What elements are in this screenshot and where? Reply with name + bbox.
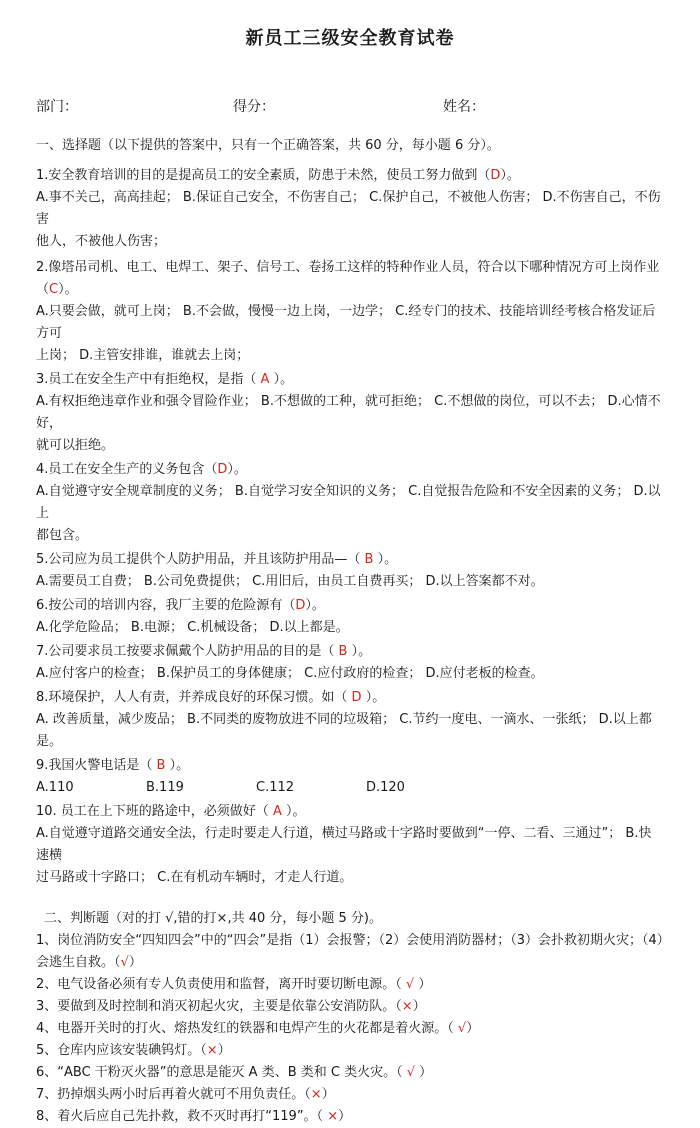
answer-mark: × bbox=[310, 1087, 322, 1102]
tf-item: 5、仓库内应该安装碘钨灯。（×） bbox=[36, 1043, 231, 1058]
question-7 bbox=[36, 641, 664, 685]
question-options: A.应付客户的检查； B.保护员工的身体健康； C.应付政府的检查； D.应付老板的检查。 bbox=[36, 666, 544, 681]
answer-mark: × bbox=[327, 1109, 339, 1124]
answer-mark: B bbox=[364, 552, 374, 567]
tf-item: 4、电器开关时的打火、熔热发红的铁器和电焊产生的火花都是着火源。（ √） bbox=[36, 1021, 480, 1036]
name-label: 姓名： bbox=[443, 99, 485, 115]
section-multiple-choice-heading: 一、选择题（以下提供的答案中，只有一个正确答案，共 60 分，每小题 6 分）。 bbox=[36, 138, 500, 153]
question-stem: 7.公司要求员工按要求佩戴个人防护用品的目的是（ B ）。 bbox=[36, 644, 372, 659]
question-1 bbox=[36, 165, 664, 253]
question-stem: 4.员工在安全生产的义务包含（D）。 bbox=[36, 462, 247, 477]
question-options: A.自觉遵守道路交通安全法，行走时要走人行道，横过马路或十字路时要做到“一停、二看、三通过”； B.快速横 bbox=[36, 826, 652, 863]
section-true-false-heading: 二、判断题（对的打 √,错的打×,共 40 分，每小题 5 分)。 bbox=[44, 911, 382, 926]
question-stem: 1.安全教育培训的目的是提高员工的安全素质，防患于未然，使员工努力做到（D）。 bbox=[36, 168, 520, 183]
answer-mark: √ bbox=[457, 1021, 467, 1036]
header-row bbox=[36, 96, 664, 116]
question-options: A.化学危险品； B.电源； C.机械设备； D.以上都是。 bbox=[36, 620, 349, 635]
question-options-cont: 都包含。 bbox=[36, 528, 89, 543]
answer-mark: D bbox=[295, 598, 306, 613]
tf-item: 8、着火后应自己先扑救，救不灭时再打“119”。（ ×） bbox=[36, 1109, 352, 1124]
score-label: 得分： bbox=[233, 99, 275, 115]
answer-mark: √ bbox=[406, 1065, 416, 1080]
answer-mark: B bbox=[338, 644, 348, 659]
tf-list bbox=[36, 930, 670, 1128]
tf-item: 3、要做到及时控制和消灭初起火灾，主要是依靠公安消防队。（×） bbox=[36, 999, 426, 1014]
option-b: B.119 bbox=[146, 780, 184, 795]
question-stem: 8.环境保护，人人有责，并养成良好的环保习惯。如（ D ）。 bbox=[36, 690, 386, 705]
question-options: A.需要员工自费； B.公司免费提供； C.用旧后，由员工自费再买； D.以上答案都不对。 bbox=[36, 574, 544, 589]
option-a: A.110 bbox=[36, 780, 74, 795]
question-stem: 10. 员工在上下班的路途中，必须做好（ A ）。 bbox=[36, 804, 306, 819]
page-title: 新员工三级安全教育试卷 bbox=[245, 28, 455, 49]
question-5 bbox=[36, 549, 664, 593]
question-options: A.只要会做，就可上岗； B.不会做，慢慢一边上岗，一边学； C.经专门的技术、技能培训经考核合格发证后方可 bbox=[36, 304, 656, 341]
question-3 bbox=[36, 369, 664, 457]
dept-label: 部门： bbox=[36, 99, 78, 115]
question-6 bbox=[36, 595, 664, 639]
answer-mark: × bbox=[401, 999, 413, 1014]
answer-mark: D bbox=[217, 462, 228, 477]
answer-mark: B bbox=[156, 758, 166, 773]
question-stem: 5.公司应为员工提供个人防护用品，并且该防护用品—（ B ）。 bbox=[36, 552, 398, 567]
question-options: A.事不关己，高高挂起； B.保证自己安全，不伤害自己； C.保护自己，不被他人伤害； D.不伤害自己，不伤害 bbox=[36, 190, 661, 227]
tf-item: 6、“ABC 干粉灭火器”的意思是能灭 A 类、B 类和 C 类火灾。（ √ ） bbox=[36, 1065, 433, 1080]
option-d: D.120 bbox=[366, 780, 405, 795]
question-4 bbox=[36, 459, 664, 547]
answer-mark: √ bbox=[405, 977, 415, 992]
answer-mark: × bbox=[206, 1043, 218, 1058]
answer-mark: √ bbox=[120, 955, 129, 970]
answer-mark: C bbox=[49, 282, 59, 297]
question-options-cont: 他人，不被他人伤害； bbox=[36, 234, 167, 249]
question-stem: 3.员工在安全生产中有拒绝权，是指（ A ）。 bbox=[36, 372, 294, 387]
answer-mark: D bbox=[490, 168, 501, 183]
question-9 bbox=[36, 755, 664, 799]
question-stem: 6.按公司的培训内容，我厂主要的危险源有（D）。 bbox=[36, 598, 325, 613]
question-options: A.自觉遵守安全规章制度的义务； B.自觉学习安全知识的义务； C.自觉报告危险和不安全因素的义务； D.以上 bbox=[36, 484, 661, 521]
option-c: C.112 bbox=[256, 780, 295, 795]
question-stem: 2.像塔吊司机、电工、电焊工、架子、信号工、卷扬工这样的特种作业人员，符合以下哪种情况方可上岗作业（C）。 bbox=[36, 260, 660, 297]
question-stem: 9.我国火警电话是（ B ）。 bbox=[36, 758, 190, 773]
question-options: A. 改善质量，减少废品； B.不同类的废物放进不同的垃圾箱； C.节约一度电、一滴水、一张纸； D.以上都是。 bbox=[36, 712, 652, 749]
tf-item: 2、电气设备必须有专人负责使用和监督，离开时要切断电源。（ √ ） bbox=[36, 977, 432, 992]
tf-item: 7、扔掉烟头两小时后再着火就可不用负责任。（×） bbox=[36, 1087, 335, 1102]
question-options-cont: 上岗； D.主管安排谁，谁就去上岗； bbox=[36, 348, 250, 363]
question-2 bbox=[36, 257, 664, 367]
answer-mark: D bbox=[351, 690, 362, 705]
question-8 bbox=[36, 687, 664, 753]
answer-mark: A bbox=[260, 372, 270, 387]
question-options-cont: 就可以拒绝。 bbox=[36, 438, 115, 453]
tf-item: 1、岗位消防安全“四知四会”中的“四会”是指（1）会报警；（2）会使用消防器材；（3）会扑救初期火灾；（4） 会逃生自救。（√） bbox=[36, 933, 670, 970]
question-options: A.有权拒绝违章作业和强令冒险作业； B.不想做的工种，就可拒绝； C.不想做的岗位，可以不去； D.心情不好， bbox=[36, 394, 661, 431]
answer-mark: A bbox=[272, 804, 282, 819]
question-options bbox=[36, 777, 664, 799]
question-10 bbox=[36, 801, 664, 889]
question-options-cont: 过马路或十字路口； C.在有机动车辆时，才走人行道。 bbox=[36, 870, 353, 885]
